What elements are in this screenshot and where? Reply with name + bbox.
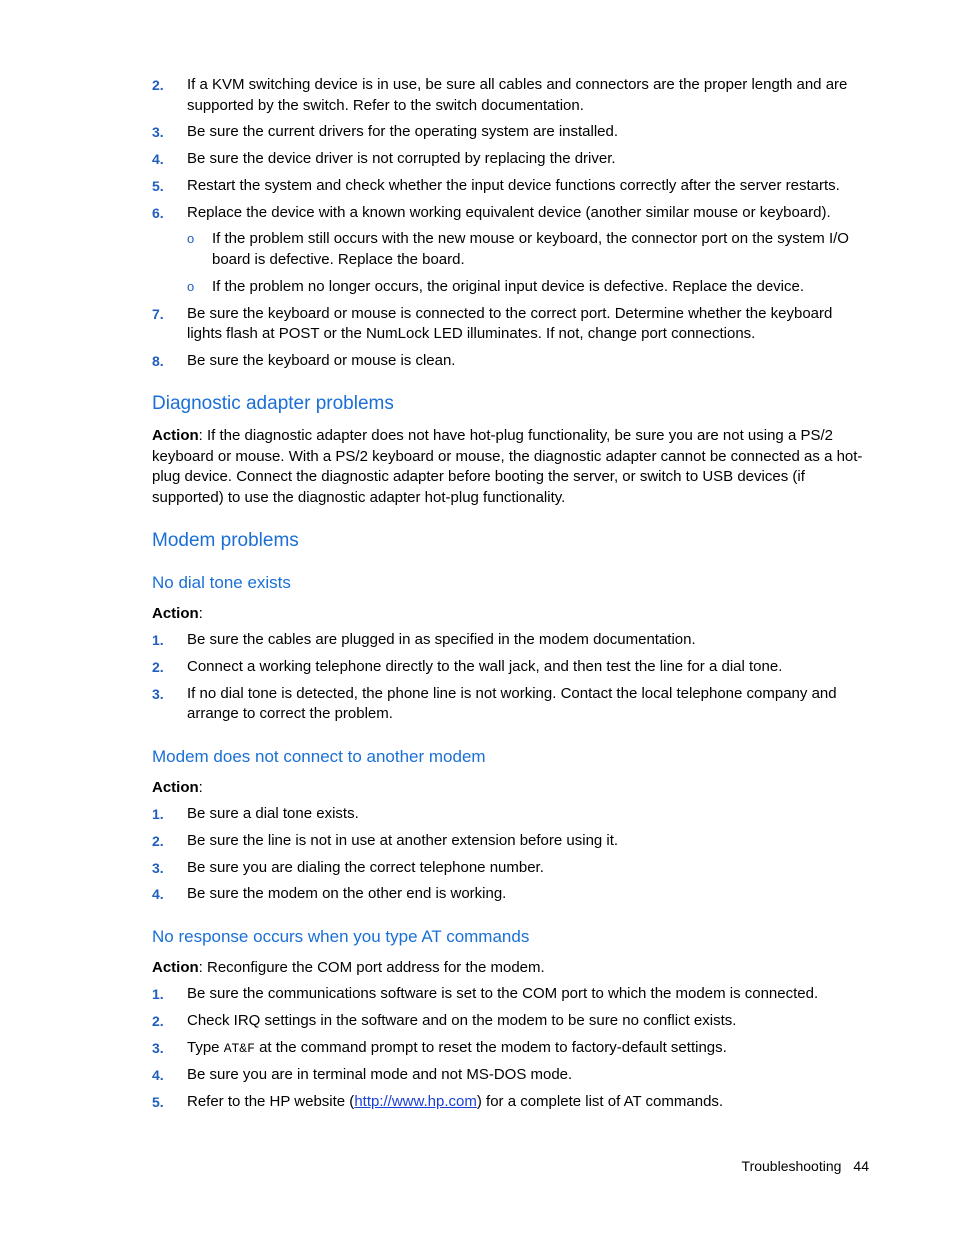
list-text: Be sure you are dialing the correct telephone number. bbox=[187, 858, 544, 876]
list-item bbox=[152, 149, 867, 170]
action-label: Action bbox=[152, 427, 199, 444]
list-text-post: at the command prompt to reset the modem to factory-default settings. bbox=[254, 1038, 727, 1056]
list-text: Be sure you are in terminal mode and not MS-DOS mode. bbox=[187, 1066, 573, 1084]
action-colon: : bbox=[198, 779, 203, 796]
list-item bbox=[152, 1038, 867, 1060]
action-text: : Reconfigure the COM port address for the modem. bbox=[198, 959, 545, 976]
list-item bbox=[152, 831, 867, 852]
list-number: 3. bbox=[152, 859, 164, 876]
section-heading-modem: Modem problems bbox=[152, 530, 299, 551]
list-number: 4. bbox=[152, 886, 164, 903]
list-number: 5. bbox=[152, 177, 164, 194]
list-number: 4. bbox=[152, 1067, 164, 1084]
list-text: Check IRQ settings in the software and on the modem to be sure no conflict exists. bbox=[187, 1011, 737, 1029]
sub-bullet-icon: o bbox=[187, 231, 195, 247]
list-number: 1. bbox=[152, 632, 164, 648]
action-label: Action bbox=[152, 605, 199, 622]
list-item bbox=[152, 630, 867, 651]
list-item bbox=[152, 122, 867, 143]
list-item bbox=[152, 351, 867, 372]
section-heading-diagnostic: Diagnostic adapter problems bbox=[152, 393, 394, 414]
diagnostic-action-paragraph bbox=[152, 426, 867, 508]
code-at-command: AT&F bbox=[223, 1040, 255, 1056]
sub-list-text: If the problem no longer occurs, the original input device is defective. Replace the device. bbox=[212, 277, 805, 295]
list-item bbox=[152, 984, 867, 1005]
list-text: If no dial tone is detected, the phone line is not working. Contact the local telephone company and arrange to correct the problem. bbox=[187, 684, 837, 723]
action-label: Action bbox=[152, 779, 199, 796]
list-text-pre: Refer to the HP website ( bbox=[187, 1093, 355, 1111]
list-item bbox=[152, 684, 867, 725]
list-item bbox=[152, 75, 867, 116]
connect-action-line bbox=[152, 778, 867, 799]
list-text: Be sure the keyboard or mouse is connected to the correct port. Determine whether the keyboard lights flash at POST or the NumLock LED illuminates. If not, change port connections. bbox=[187, 304, 833, 343]
list-text: Be sure the communications software is set to the COM port to which the modem is connected. bbox=[187, 985, 819, 1002]
list-item bbox=[152, 858, 867, 879]
footer-section-title: Troubleshooting bbox=[741, 1158, 842, 1174]
list-number: 4. bbox=[152, 151, 164, 168]
list-text: If a KVM switching device is in use, be sure all cables and connectors are the proper length and are supported by the switch. Refer to the switch documentation. bbox=[187, 76, 848, 114]
list-item bbox=[152, 804, 867, 825]
list-number: 2. bbox=[152, 1012, 164, 1029]
sub-list-item bbox=[152, 229, 867, 270]
list-item bbox=[152, 657, 867, 678]
at-action-line bbox=[152, 958, 867, 979]
sub-bullet-icon: o bbox=[187, 278, 195, 294]
list-number: 2. bbox=[152, 658, 164, 675]
list-number: 3. bbox=[152, 1039, 164, 1056]
list-number: 2. bbox=[152, 77, 164, 93]
list-text: Be sure the modem on the other end is working. bbox=[187, 885, 507, 903]
list-number: 3. bbox=[152, 124, 164, 141]
list-item bbox=[152, 1092, 867, 1113]
list-item bbox=[152, 203, 867, 224]
list-text: Connect a working telephone directly to the wall jack, and then test the line for a dial tone. bbox=[187, 657, 783, 675]
list-number: 6. bbox=[152, 204, 164, 221]
list-item bbox=[152, 884, 867, 905]
list-text: Restart the system and check whether the input device functions correctly after the server restarts. bbox=[187, 176, 840, 194]
page-footer bbox=[742, 1158, 869, 1174]
list-number: 7. bbox=[152, 305, 164, 322]
action-text: : If the diagnostic adapter does not have hot-plug functionality, be sure you are not using a PS/2 keyboard or mouse. With a PS/2 keyboard or mouse, the diagnostic adapter cannot be connected as a hot-plug device. Connect the diagnostic adapter before booting the server, or switch to USB devices (if supported) to use the diagnostic adapter hot-plug functionality. bbox=[152, 427, 863, 506]
list-number: 2. bbox=[152, 832, 164, 849]
hp-website-link[interactable]: http://www.hp.com bbox=[354, 1093, 477, 1111]
list-number: 3. bbox=[152, 685, 164, 702]
list-text: Replace the device with a known working equivalent device (another similar mouse or keyboard). bbox=[187, 203, 831, 221]
modem-connect-list bbox=[152, 804, 867, 911]
list-item bbox=[152, 1065, 867, 1086]
sub-list-text: If the problem still occurs with the new mouse or keyboard, the connector port on the system I/O board is defective. Replace the board. bbox=[212, 230, 849, 268]
list-text: Be sure the device driver is not corrupted by replacing the driver. bbox=[187, 150, 616, 168]
list-text: Be sure the keyboard or mouse is clean. bbox=[187, 351, 456, 369]
subsection-heading-modem-connect: Modem does not connect to another modem bbox=[152, 747, 486, 766]
subsection-heading-dial-tone: No dial tone exists bbox=[152, 573, 291, 592]
at-commands-list bbox=[152, 984, 867, 1119]
dial-action-line bbox=[152, 604, 867, 625]
list-number: 1. bbox=[152, 806, 164, 822]
list-number: 8. bbox=[152, 352, 164, 369]
list-item bbox=[152, 176, 867, 197]
list-item bbox=[152, 1011, 867, 1032]
dial-tone-list bbox=[152, 630, 867, 731]
list-text: Be sure the line is not in use at another extension before using it. bbox=[187, 831, 619, 849]
list-text-pre: Type bbox=[187, 1038, 224, 1056]
list-text: Be sure the current drivers for the operating system are installed. bbox=[187, 123, 619, 141]
page-number: 44 bbox=[853, 1158, 869, 1174]
action-colon: : bbox=[198, 605, 203, 622]
list-number: 1. bbox=[152, 986, 164, 1002]
action-label: Action bbox=[152, 959, 199, 976]
troubleshooting-list bbox=[152, 75, 867, 378]
list-text-post: ) for a complete list of AT commands. bbox=[476, 1093, 724, 1111]
list-text: Be sure the cables are plugged in as specified in the modem documentation. bbox=[187, 631, 696, 648]
sub-list-item bbox=[152, 277, 867, 298]
list-item bbox=[152, 304, 867, 345]
subsection-heading-at-commands: No response occurs when you type AT commands bbox=[152, 927, 530, 946]
list-number: 5. bbox=[152, 1094, 164, 1111]
list-text: Be sure a dial tone exists. bbox=[187, 805, 359, 822]
